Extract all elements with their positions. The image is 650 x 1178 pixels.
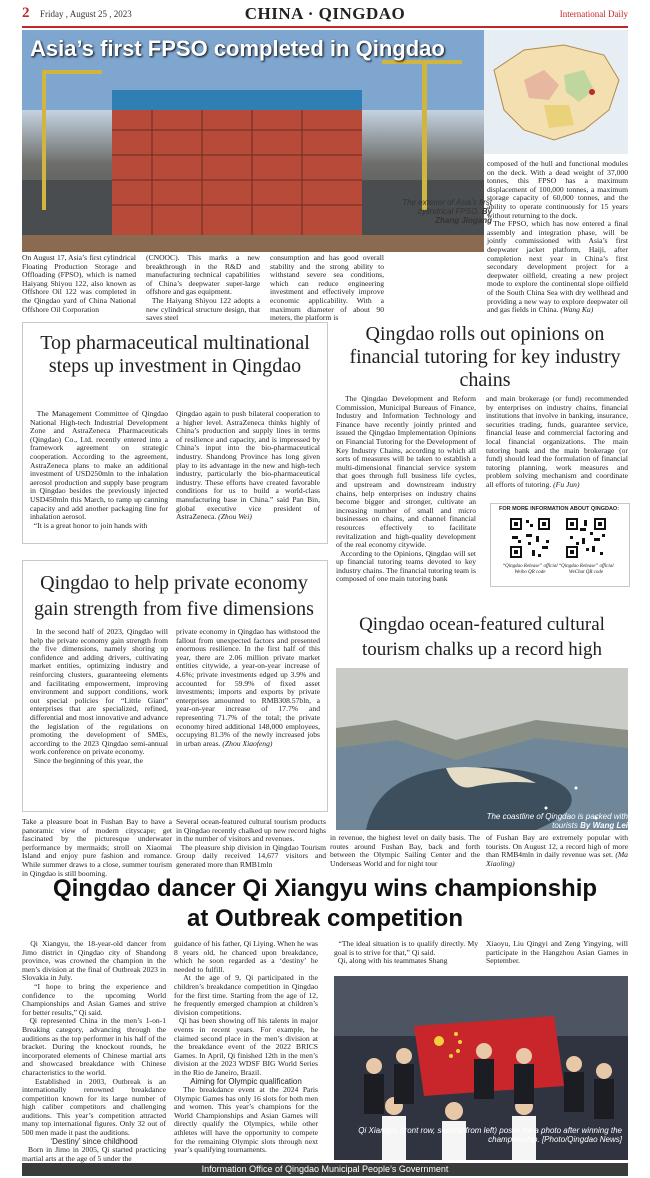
dancer-subhead-1: ‘Destiny’ since childhood: [50, 1136, 138, 1146]
dancer-caption: [340, 1126, 622, 1144]
dancer-col-4: Xiaoyu, Liu Qingyi and Zeng Yingying, will participate in the Hangzhou Asian Games in September.: [486, 939, 628, 966]
masthead: CHINA · QINGDAO: [244, 4, 406, 23]
tourism-caption: [460, 812, 628, 830]
tutoring-headline: Qingdao rolls out opinions on financial tutoring for key industry chains: [349, 323, 621, 391]
dancer-headline-line-1: Qingdao dancer Qi Xiangyu wins championship: [52, 875, 598, 902]
pharma-byline: (Zhou Wei): [218, 512, 252, 522]
dancer-col-1: [22, 940, 166, 1163]
dancer-col-2d: The breakdance event at the 2024 Paris Olympic Games has only 16 slots for both men and women. This year’s champions for the World Championships and Asian Games will directly qualify the Olympics, while other athletes will have the opportunity to compete for the remaining Olympic slots through next year’s qualifying tournaments.: [174, 1085, 319, 1155]
tourism-headline: Qingdao ocean-featured cultural tourism chalks up a record high: [359, 614, 605, 660]
dancer-headline: [22, 874, 628, 934]
economy-col-2: [176, 628, 320, 748]
fpso-headline: Asia’s first FPSO completed in Qingdao: [30, 36, 445, 61]
dancer-caption-text: Qi Xiangyu (front row, second from left) poses for a photo after winning the championship.: [358, 1126, 622, 1144]
fpso-col-3: consumption and has good overall stability and the strong ability to withstand severe sea conditions, which can reduce engineering investment and effectively improve economic applicability. With a maximum diameter of about 90 meters, the platform is: [270, 253, 384, 323]
dancer-col-1d: Established in 2003, Outbreak is an internationally renowned breakdance competition known for its large number of high caliber competitors and challenging auditions. This year’s competition attracted many top international figures. Only 32 out of 500 men made it past the auditions.: [22, 1076, 167, 1138]
tourism-col-2b: The pleasure ship division in Qingdao Tourism Group daily received 14,677 visitors and generated more than RMB1mln: [176, 842, 327, 869]
dancer-col-3a: “The ideal situation is to qualify directly. My goal is to strive for that,” Qi said.: [334, 939, 479, 957]
fpso-byline: (Wang Ka): [560, 305, 594, 315]
fpso-col-1: On August 17, Asia’s first cylindrical Floating Production Storage and Offloading (FPSO), which is named Haiyang Shiyou 122, also known as Offshore Oil 122 was completed in the Qingdao yard of China National Offshore Oil Corporation: [22, 253, 136, 314]
dancer-caption-credit: [Photo/Qingdao News]: [541, 1135, 622, 1144]
dancer-col-1b: “I hope to bring the experience and confidence to the upcoming World Championships and Asian Games and strive for better results,” Qi said.: [22, 981, 166, 1017]
economy-col-1a: In the second half of 2023, Qingdao will help the private economy gain strength from the five dimensions, namely shoring up confidence and adding drivers, cultivating market entities, optimizing industry and reinforcing clusters, guaranteeing elements and facilitating empowerment, improving environment and support conditions, work out special policies for “Little Giant” enterprises that are specialized, refined, differential and most innovative and advance the legislation of the regulations on promoting the development of SMEs, according to the 2023 Qingdao semi-annual work conference on private economy.: [30, 627, 168, 757]
fpso-col-2a: (CNOOC). This marks a new breakthrough in the R&D and manufacturing technical capabilities of China’s deepwater super-large offshore and gas equipment.: [146, 253, 260, 297]
dancer-col-1e: Born in Jimo in 2005, Qi started practicing martial arts at the age of 5 under the: [22, 1145, 167, 1163]
edition-name: International Daily: [559, 9, 628, 19]
pharma-col-2: [176, 410, 320, 522]
dancer-col-3: [334, 940, 478, 966]
china-map: [484, 30, 628, 154]
pharma-col-1: [30, 410, 168, 530]
dancer-headline-line-2: at Outbreak competition: [186, 905, 464, 932]
issue-date: Friday , August 25 , 2023: [40, 9, 132, 19]
footer-text: Information Office of Qingdao Municipal People’s Government: [201, 1164, 449, 1174]
tutoring-col-1a: The Qingdao Development and Reform Commission, Municipal Bureaus of Finance, Industry and Information Technology and Finance have recently jointly printed and issued the Qingdao Implementation Opinions on Financial Tutoring for the Development of Key Industry Chains, according to which all sorts of measures will be taken to establish a multi-dimensional financial service system that goes through full business life cycles, and upstream and downstream industry chains, help enterprises on industry chains become bigger and stronger, cultivate an increasing number of small and micro businesses on chains, and channel financial resources effectively to facilitate revitalization and high-quality development of the real economy citywide.: [336, 394, 477, 550]
wechat-qr-code[interactable]: [564, 516, 608, 560]
qr-code-icon: [564, 516, 608, 560]
economy-byline: (Zhou Xiaofeng): [222, 738, 273, 748]
tourism-col-3: in revenue, the highest level on daily basis. The routes around Fushan Bay, back and forth between the Olympic Sailing Center and the Underseas World and for night tour: [330, 833, 480, 868]
tourism-col-4-text: of Fushan Bay are extremely popular with tourists. On August 12, a record high of more than RMB4mln in daily revenue was set.: [486, 833, 628, 860]
tutoring-col-1b: According to the Opinions, Qingdao will set up financial tutoring teams devoted to key industry chains. The financial tutoring team is composed of one main tutoring bank: [336, 548, 476, 584]
economy-headline: Qingdao to help private economy gain strength from five dimensions: [34, 572, 314, 620]
tourism-caption-credit: By Wang Lei: [580, 821, 628, 830]
dancer-col-2c: Qi has been showing off his talents in major events in recent years. For example, he claimed second place in the men’s division at the breakdance event of the 2022 BRICS Games. In April, Qi finished 12th in the men’s division at the 2023 WDSF BIG World Series in the Rio de Janeiro, Brazil.: [174, 1016, 319, 1077]
dancer-col-2b: At the age of 9, Qi participated in the children’s breakdance competition in Qingdao for the first time. Starting from the age of 12, he frequently emerged champion at children’s division competitions.: [174, 973, 318, 1017]
economy-col-1b: Since the beginning of this year, the: [33, 755, 143, 765]
header-rule: [22, 26, 628, 28]
qr-title: FOR MORE INFORMATION ABOUT QINGDAO:: [498, 506, 620, 512]
fpso-col-2: [146, 254, 260, 323]
pharma-col-1a: The Management Committee of Qingdao National High-tech Industrial Development Zone and AstraZeneca Pharmaceuticals (Qingdao) Co., Ltd. recently entered into a framework agreement on strategic cooperation. According to the agreement, AstraZeneca plans to make an additional investment of USD250mln to the inhalation aerosol production and supply base program in Qingdao besides the previously injected USD450mln this March, to ramp up canning capacity and add another packaging line for inhalation aerosol.: [30, 409, 169, 522]
economy-col-1: [30, 628, 168, 766]
tutoring-col-2-text: and main brokerage (or fund) recommended by enterprises on industry chains, financial institutions that involve in banking, insurance, securities trading, funds, guarantee service, financial lease and commercial factoring and local financial organizations. The main tutoring bank and the main brokerage (or fund) should lead the formulation of financial tutoring planning, work measures and problem solving mechanism and coordinate all efforts of tutoring.: [486, 394, 628, 489]
footer: [22, 1163, 628, 1176]
weibo-qr-code[interactable]: [508, 516, 552, 560]
fpso-col-4b: The FPSO, which has now entered a final assembly and integration phase, will be jointly commissioned with Asia’s first deepwater jacket platform, Haiji, after completion next year in China’s first secondary development project for a deepwater oilfield, creating a new project mode to explore the continental slope oilfield of the South China Sea with dry wellhead and providing a new way to explore deepwater oil and gas fields in China.: [487, 219, 628, 315]
tourism-caption-text: The coastline of Qingdao is packed with tourists: [486, 812, 628, 830]
fpso-caption: [392, 198, 492, 225]
weibo-qr-label: “Qingdao Release” official Weibo QR code: [502, 564, 558, 575]
map-illustration: [484, 30, 628, 154]
tourism-byline: (Ma Xiaoling): [486, 850, 628, 868]
tutoring-col-2: [486, 395, 628, 490]
fpso-col-4: [487, 160, 628, 315]
tourism-col-2: [176, 818, 326, 870]
wechat-qr-label: “Qingdao Release” official WeChat QR code: [558, 564, 614, 575]
dancer-col-2: [174, 940, 318, 1155]
fpso-caption-text: The exterior of Asia’s first cylindrical FPSO.: [402, 198, 492, 216]
tutoring-col-1: [336, 395, 476, 584]
tourism-col-2a: Several ocean-featured cultural tourism products in Qingdao recently chalked up new record highs in the number of visitors and revenues.: [176, 817, 326, 844]
fpso-col-2b: The Haiyang Shiyou 122 adopts a new cylindrical structure design, that saves steel: [146, 295, 261, 323]
fpso-col-4a: composed of the hull and functional modules on the deck. With a dead weight of 37,000 tonnes, this FPSO has a maximum displacement of 100,000 tonnes, a maximum storage capacity of 60,000 tonnes, and the ability to operate continuously for 15 years without returning to the dock.: [487, 159, 628, 220]
qr-code-icon: [508, 516, 552, 560]
dancer-col-3b: Qi, along with his teammates Shang: [337, 956, 448, 966]
pharma-headline: Top pharmaceutical multinational steps up investment in Qingdao: [40, 332, 310, 377]
dancer-subhead-2: Aiming for Olympic qualification: [190, 1076, 302, 1086]
pharma-col-2-text: Qingdao again to push bilateral cooperation to a higher level. AstraZeneca thinks highly of China’s production and supply lines in terms of resilience and capacity, and is impressed by China’s input into the bio-pharmaceutical industry. Shandong Province has long given play to its advantage in the new and high-tech industry, particularly the bio-pharmaceutical industry. These efforts have created favorable conditions for us to build a world-class manufacturing base in China.” said Pan Bin, global executive vice president of AstraZeneca.: [176, 409, 320, 522]
pharma-col-1b: “It is a great honor to join hands with: [33, 520, 148, 530]
tourism-photo-illustration: [336, 668, 628, 830]
dancer-col-1c: Qi represented China in the men’s 1-on-1 Breaking category, advancing through the auditions as the top performer in his half of the bracket. During the knockout rounds, he incorporated elements of Chinese martial arts and showcased breakdance with Chinese characteristics to the world.: [22, 1016, 167, 1077]
tourism-col-4: [486, 834, 628, 868]
tourism-photo: [336, 668, 628, 830]
tourism-col-1: Take a pleasure boat in Fushan Bay to have a panoramic view of modern cityscape; get fascinated by the picturesque underwater performance by mermaids; stroll on Xiaomai Island and enjoy pure fashion and romance. While summer draws to a close, summer tourism in Qingdao is still booming.: [22, 817, 172, 878]
fpso-caption-credit: By Zhang Jingang: [435, 207, 492, 225]
economy-col-2-text: private economy in Qingdao has withstood the fallout from unexpected factors and presented enormous resilience. In the first half of this year, there are 2.06 million private market entities citywide, a year-on-year increase of 4.6%; private investments edged up 3.9% and accounted for 59.9% of fixed asset investments; imports and exports by private enterprises amounted to RMB308.57bln, a year-on-year increase of 17.7% and representing 71.7% of the total; the private economy hired additional 148,000 employees, occupying 81.3% of the newly increased jobs in urban areas.: [176, 627, 320, 748]
tutoring-byline: (Fu Jun): [553, 479, 580, 489]
page-number: 2: [22, 5, 30, 21]
dancer-col-2a: guidance of his father, Qi Liying. When he was 8 years old, he chanced upon breakdance, which he soon regarded as a ‘destiny’ he needed to fulfill.: [174, 939, 318, 974]
dancer-col-1a: Qi Xiangyu, the 18-year-old dancer from Jimo district in Qingdao city of Shandong province, was crowned the champion in the men’s division at the final of Outbreak 2023 in Slovakia in July.: [22, 939, 166, 983]
